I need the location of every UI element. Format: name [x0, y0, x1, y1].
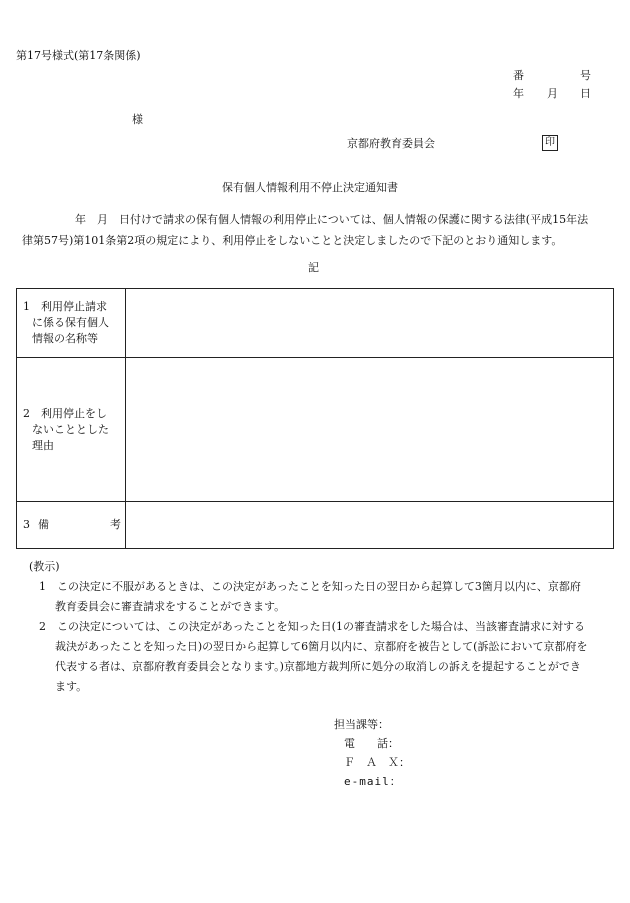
contact-email: e-mail：	[344, 775, 402, 788]
row3-label	[17, 502, 126, 549]
table-row	[17, 289, 614, 358]
contact-phone: 電 話：	[344, 737, 399, 750]
date-month: 月	[547, 87, 558, 100]
row3-label-a: 備	[38, 518, 49, 531]
row1-value	[126, 289, 614, 358]
date-year: 年	[513, 87, 524, 100]
contact-department: 担当課等：	[334, 718, 389, 731]
ki-label: 記	[308, 261, 319, 274]
note-item-2-line-4: ます。	[55, 680, 88, 693]
addressee-suffix: 様	[132, 113, 143, 126]
row3-value	[126, 502, 614, 549]
form-number: 第17号様式(第17条関係)	[16, 49, 141, 62]
note-item-2-line-1: 2 この決定については、この決定があったことを知った日(1の審査請求をした場合は、当該審査請求に対する	[39, 620, 585, 633]
contact-fax: Ｆ Ａ Ｘ：	[344, 756, 410, 769]
row2-label-line: ないこととした	[32, 422, 109, 436]
row2-label-line: 2 利用停止をし	[23, 406, 107, 420]
note-item-1-line-2: 教育委員会に審査請求をすることができます。	[55, 600, 286, 613]
notes-heading: (教示)	[29, 560, 60, 573]
row1-label-line: 情報の名称等	[32, 332, 98, 345]
row1-label-line: 1 利用停止請求	[23, 300, 107, 313]
row2-value	[126, 358, 614, 502]
note-item-2-line-3: 代表する者は、京都府教育委員会となります。)京都地方裁判所に処分の取消しの訴えを提起することができ	[55, 660, 581, 673]
table-row	[17, 502, 614, 549]
row1-label	[17, 289, 126, 358]
note-item-2-line-2: 裁決があったことを知った日)の翌日から起算して6箇月以内に、京都府を被告として(訴訟において京都府を	[55, 640, 588, 653]
row3-label-b: 考	[110, 518, 121, 531]
body-line-1: 年 月 日付けで請求の保有個人情報の利用停止については、個人情報の保護に関する法律(平成15年法	[75, 213, 589, 226]
number-label: 番	[513, 69, 524, 82]
details-table	[16, 288, 614, 549]
number-suffix: 号	[580, 69, 591, 82]
sender-name: 京都府教育委員会	[347, 137, 435, 150]
document-title: 保有個人情報利用不停止決定通知書	[222, 181, 398, 194]
date-day: 日	[580, 87, 591, 100]
note-item-1-line-1: 1 この決定に不服があるときは、この決定があったことを知った日の翌日から起算して3箇月以内に、京都府	[39, 580, 581, 593]
row1-label-line: に係る保有個人	[32, 316, 109, 329]
body-line-2: 律第57号)第101条第2項の規定により、利用停止をしないことと決定しましたので下記のとおり通知します。	[22, 234, 563, 247]
table-row	[17, 358, 614, 502]
seal-stamp: 印	[542, 135, 558, 151]
row3-label-line	[23, 517, 121, 533]
body-paragraph	[22, 209, 617, 251]
row2-label	[17, 358, 126, 502]
row3-number: 3	[23, 518, 30, 531]
row2-label-line: 理由	[32, 438, 54, 452]
